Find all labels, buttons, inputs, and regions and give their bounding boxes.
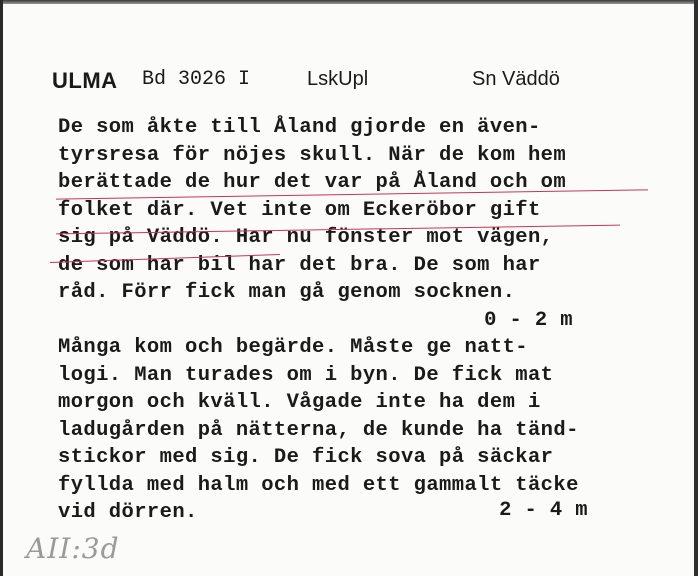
recording-reference-2: 2 - 4 m <box>499 499 588 522</box>
text-line: logi. Man turades om i byn. De fick mat <box>58 363 554 387</box>
text-line: stickor med sig. De fick sova på säckar <box>58 446 554 469</box>
text-line: morgon och kväll. Vågade inte ha dem i <box>58 391 541 414</box>
archive-code: ULMA <box>52 68 118 93</box>
text-line: tyrsresa för nöjes skull. När de kom hem <box>58 143 567 167</box>
text-line: råd. Förr fick man gå genom socknen. <box>58 281 516 304</box>
volume-number: Bd 3026 I <box>142 68 251 91</box>
ref-row-2 <box>58 497 588 525</box>
text-line: ladugården på nätterna, de kunde ha tänd- <box>58 418 579 442</box>
text-line: fyllda med halm och med ett gammalt täcke <box>58 473 579 497</box>
text-line: de som har bil har det bra. De som har <box>58 253 541 277</box>
province-code: LskUpl <box>307 68 369 90</box>
text-line: De som åkte till Åland gjorde en även- <box>58 116 541 139</box>
card-left-edge <box>0 0 3 576</box>
recording-reference-1: 0 - 2 m <box>484 308 573 332</box>
card-top-edge <box>0 0 698 4</box>
card-right-edge <box>694 0 698 576</box>
text-line: Många kom och begärde. Måste ge natt- <box>58 336 528 359</box>
text-line: folket där. Vet inte om Eckeröbor gift <box>58 198 541 222</box>
text-line: sig på Väddö. Har nu fönster mot vägen, <box>58 226 554 249</box>
card-header <box>52 68 672 100</box>
text-line: berättade de hur det var på Åland och om <box>58 171 567 194</box>
transcript-paragraph-1 <box>58 114 673 334</box>
text-line: vid dörren. <box>58 501 198 524</box>
parish-name: Sn Väddö <box>472 68 560 90</box>
pencil-signature: AII:3d <box>26 532 120 565</box>
